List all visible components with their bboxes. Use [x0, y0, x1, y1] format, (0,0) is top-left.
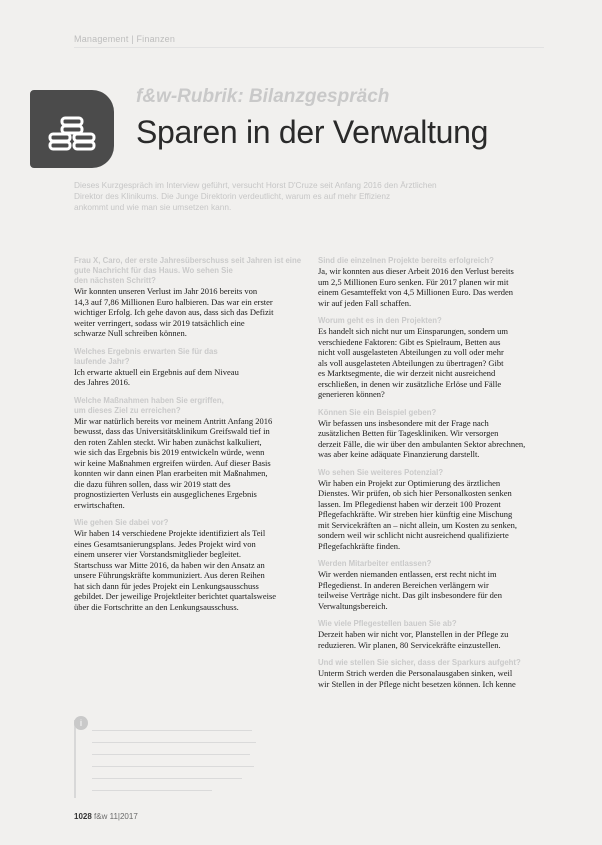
answer-line: generieren können? [318, 389, 385, 399]
answer-line: sondern weil wir schlicht nicht ausreichend qualifizierte [318, 530, 509, 540]
question-line: den nächsten Schritt? [74, 276, 156, 285]
qa-block [318, 619, 540, 650]
qa-block [74, 347, 296, 388]
question-line: laufende Jahr? [74, 356, 130, 366]
answer-line: hat sich dann für jedes Projekt ein Lenkungsausschuss [74, 580, 259, 591]
answer-line: zusätzlichen Betten für Tageskliniken. Wir versorgen [318, 428, 499, 438]
qa-block [318, 559, 540, 611]
interview-question [318, 408, 540, 418]
interview-answer [74, 286, 296, 339]
question-line: um dieses Ziel zu erreichen? [74, 405, 181, 415]
interview-answer [74, 367, 296, 388]
interview-answer [318, 326, 540, 400]
callout-line [92, 730, 252, 731]
question-line: Wie gehen Sie dabei vor? [74, 518, 169, 527]
answer-line: erschließen, in denen wir zusätzliche Erlöse und Fälle [318, 378, 502, 389]
answer-line: Startschuss war Mitte 2016, da haben wir den Ansatz an [74, 559, 265, 570]
answer-line: Wir konnten unseren Verlust im Jahr 2016 bereits von [74, 286, 258, 296]
answer-line: lassen. Im Pflegedienst haben wir derzeit 100 Prozent [318, 498, 501, 509]
question-line: Wie viele Pflegestellen bauen Sie ab? [318, 619, 457, 628]
interview-answer [318, 478, 540, 552]
interview-question [318, 658, 540, 668]
coins-stack-icon [48, 108, 96, 152]
answer-line: wir keine Maßnahmen ergreifen würden. Auf dieser Basis [74, 457, 271, 468]
callout-line [92, 754, 250, 755]
answer-line: Pflegefachkräfte finden. [318, 540, 401, 551]
answer-line: als voll ausgelasteten Abteilungen zu übertragen? Gibt [318, 357, 504, 368]
answer-line: einem Gesamteffekt von 4,5 Millionen Euro. Das werden [318, 287, 514, 297]
intro-line: ankommt und wie man sie umsetzen kann. [74, 202, 232, 212]
intro-text [74, 180, 542, 213]
qa-block [74, 518, 296, 612]
callout-line [92, 778, 242, 779]
answer-line: Dienstes. Wir prüfen, ob sich hier Personalkosten senken [318, 488, 512, 498]
page-title: Sparen in der Verwaltung [136, 114, 489, 150]
intro-line: Dieses Kurzgespräch im Interview geführt, versucht Horst D'Cruze seit Anfang 2016 den Ärztlichen [74, 180, 437, 190]
answer-line: erwirtschaften. [74, 499, 125, 510]
interview-question [318, 316, 540, 326]
rubrik-label: f&w-Rubrik: Bilanzgespräch [136, 86, 390, 107]
qa-block [318, 658, 540, 689]
callout-line [92, 742, 256, 743]
answer-line: bewusst, dass das Universitätsklinikum Greifswald tief in [74, 426, 270, 436]
answer-line: Unterm Strich werden die Personalausgaben sinken, weil [318, 668, 513, 678]
answer-line: Es handelt sich nicht nur um Einsparungen, sondern um [318, 326, 509, 336]
answer-line: eines Gesamtsanierungsplans. Jedes Projekt wird von [74, 538, 256, 549]
answer-line: schwarze Null schreiben können. [74, 328, 187, 338]
interview-question [74, 256, 302, 286]
interview-answer [318, 266, 540, 308]
answer-line: wichtiger Erfolg. Ich gehe davon aus, dass sich das Defizit [74, 307, 274, 317]
interview-answer [74, 416, 296, 511]
publication-name: f&w 11|2017 [94, 812, 138, 821]
answer-line: Verwaltungsbereich. [318, 600, 388, 611]
question-line: Werden Mitarbeiter entlassen? [318, 559, 432, 568]
info-icon: i [74, 716, 88, 730]
right-column [318, 256, 540, 697]
question-line: Können Sie ein Beispiel geben? [318, 407, 437, 417]
callout-box [74, 720, 262, 798]
interview-question [318, 619, 540, 629]
answer-line: um 2,5 Millionen Euro senken. Für 2017 planen wir mit [318, 276, 509, 287]
answer-line: Pflegedienst. In anderen Bereichen verlängern wir [318, 579, 489, 590]
question-line: Wo sehen Sie weiteres Potenzial? [318, 467, 444, 477]
interview-answer [318, 668, 540, 689]
question-line: Frau X, Caro, der erste Jahresüberschuss seit Jahren ist eine [74, 256, 302, 265]
interview-question [318, 559, 540, 569]
answer-line: einem unserer vier Vorstandsmitglieder begleitet. [74, 549, 242, 559]
qa-block [74, 256, 302, 339]
interview-question [318, 468, 540, 478]
answer-line: gebildet. Der jeweilige Projektleiter berichtet quartalsweise [74, 591, 277, 601]
interview-answer [74, 528, 296, 612]
answer-line: wir auf jeden Fall schaffen. [318, 297, 412, 308]
answer-line: derzeit Fälle, die wir über den ambulanten Sektor abrechnen, [318, 438, 526, 449]
answer-line: die dazu führen sollen, dass wir 2019 statt des [74, 478, 231, 489]
question-line: Sind die einzelnen Projekte bereits erfolgreich? [318, 256, 494, 265]
question-line: Welches Ergebnis erwarten Sie für das [74, 346, 218, 356]
answer-line: Wir befassen uns insbesondere mit der Frage nach [318, 417, 489, 428]
question-line: Und wie stellen Sie sicher, dass der Sparkurs aufgeht? [318, 658, 521, 667]
interview-question [74, 396, 296, 416]
answer-line: was aber keine adäquate Finanzierung darstellt. [318, 449, 480, 459]
section-label: Management | Finanzen [74, 34, 176, 44]
answer-line: prognostizierten Verlusts ein ausgeglichenes Ergebnis [74, 489, 257, 499]
interview-question [74, 518, 296, 528]
interview-answer [318, 569, 540, 611]
interview-question [74, 347, 296, 367]
answer-line: Ich erwarte aktuell ein Ergebnis auf dem Niveau [74, 366, 239, 377]
answer-line: Pflegefachkräfte. Wir streben hier künftig eine Mischung [318, 509, 513, 519]
intro-line: Direktor des Klinikums. Die Junge Direktorin verdeutlicht, warum es auf mehr Effizienz [74, 191, 391, 201]
page-number: 1028 [74, 812, 92, 821]
answer-line: des Jahres 2016. [74, 377, 130, 387]
answer-line: nicht voll ausgelasteten Abteilungen zu voll oder mehr [318, 347, 504, 357]
rubrik-icon-badge [30, 90, 114, 168]
interview-answer [318, 629, 540, 650]
answer-line: Wir haben 14 verschiedene Projekte identifiziert als Teil [74, 528, 266, 538]
answer-line: teilweise Verträge nicht. Das gilt insbesondere für den [318, 590, 502, 600]
answer-line: reduzieren. Wir planen, 80 Servicekräfte einzustellen. [318, 639, 501, 650]
page-footer [74, 812, 138, 821]
answer-line: Wir haben ein Projekt zur Optimierung des ärztlichen [318, 477, 501, 488]
answer-line: Wir werden niemanden entlassen, erst recht nicht im [318, 569, 497, 579]
answer-line: wir Stellen in der Pflege nicht besetzen können. Ich kenne [318, 678, 516, 689]
answer-line: weiter verringert, sodass wir 2019 tatsächlich eine [74, 317, 245, 328]
answer-line: Derzeit haben wir nicht vor, Planstellen in der Pflege zu [318, 629, 509, 639]
answer-line: es Marktsegmente, die wir derzeit nicht ausreichend [318, 368, 496, 378]
answer-line: Ja, wir konnten aus dieser Arbeit 2016 den Verlust bereits [318, 266, 514, 276]
answer-line: verschiedene Faktoren: Gibt es Spielraum, Betten aus [318, 336, 501, 347]
interview-answer [318, 418, 540, 460]
answer-line: den roten Zahlen steckt. Wir haben zunächst kalkuliert, [74, 436, 262, 447]
qa-block [318, 408, 540, 460]
interview-question [318, 256, 540, 266]
answer-line: unsere Führungskräfte kommuniziert. Aus deren Reihen [74, 570, 265, 580]
answer-line: mit Servicekräften an – nicht allein, um Kosten zu senken, [318, 519, 517, 530]
answer-line: 14,3 auf 7,86 Millionen Euro halbieren. Das war ein erster [74, 296, 273, 307]
callout-line [92, 766, 254, 767]
qa-block [318, 256, 540, 308]
answer-line: konnten wir dann einen Plan erarbeiten mit Maßnahmen, [74, 468, 268, 478]
left-column [74, 256, 302, 620]
question-line: Welche Maßnahmen haben Sie ergriffen, [74, 395, 224, 405]
question-line: gute Nachricht für das Haus. Wo sehen Sie [74, 266, 233, 275]
qa-block [318, 316, 540, 400]
answer-line: über die Fortschritte an den Lenkungsausschuss. [74, 601, 239, 612]
answer-line: Mir war natürlich bereits vor meinem Antritt Anfang 2016 [74, 415, 273, 426]
answer-line: wie sich das Ergebnis bis 2019 entwickeln würde, wenn [74, 447, 265, 457]
callout-line [92, 790, 212, 791]
qa-block [318, 468, 540, 552]
header-divider [74, 47, 544, 48]
question-line: Worum geht es in den Projekten? [318, 316, 442, 325]
qa-block [74, 396, 296, 511]
